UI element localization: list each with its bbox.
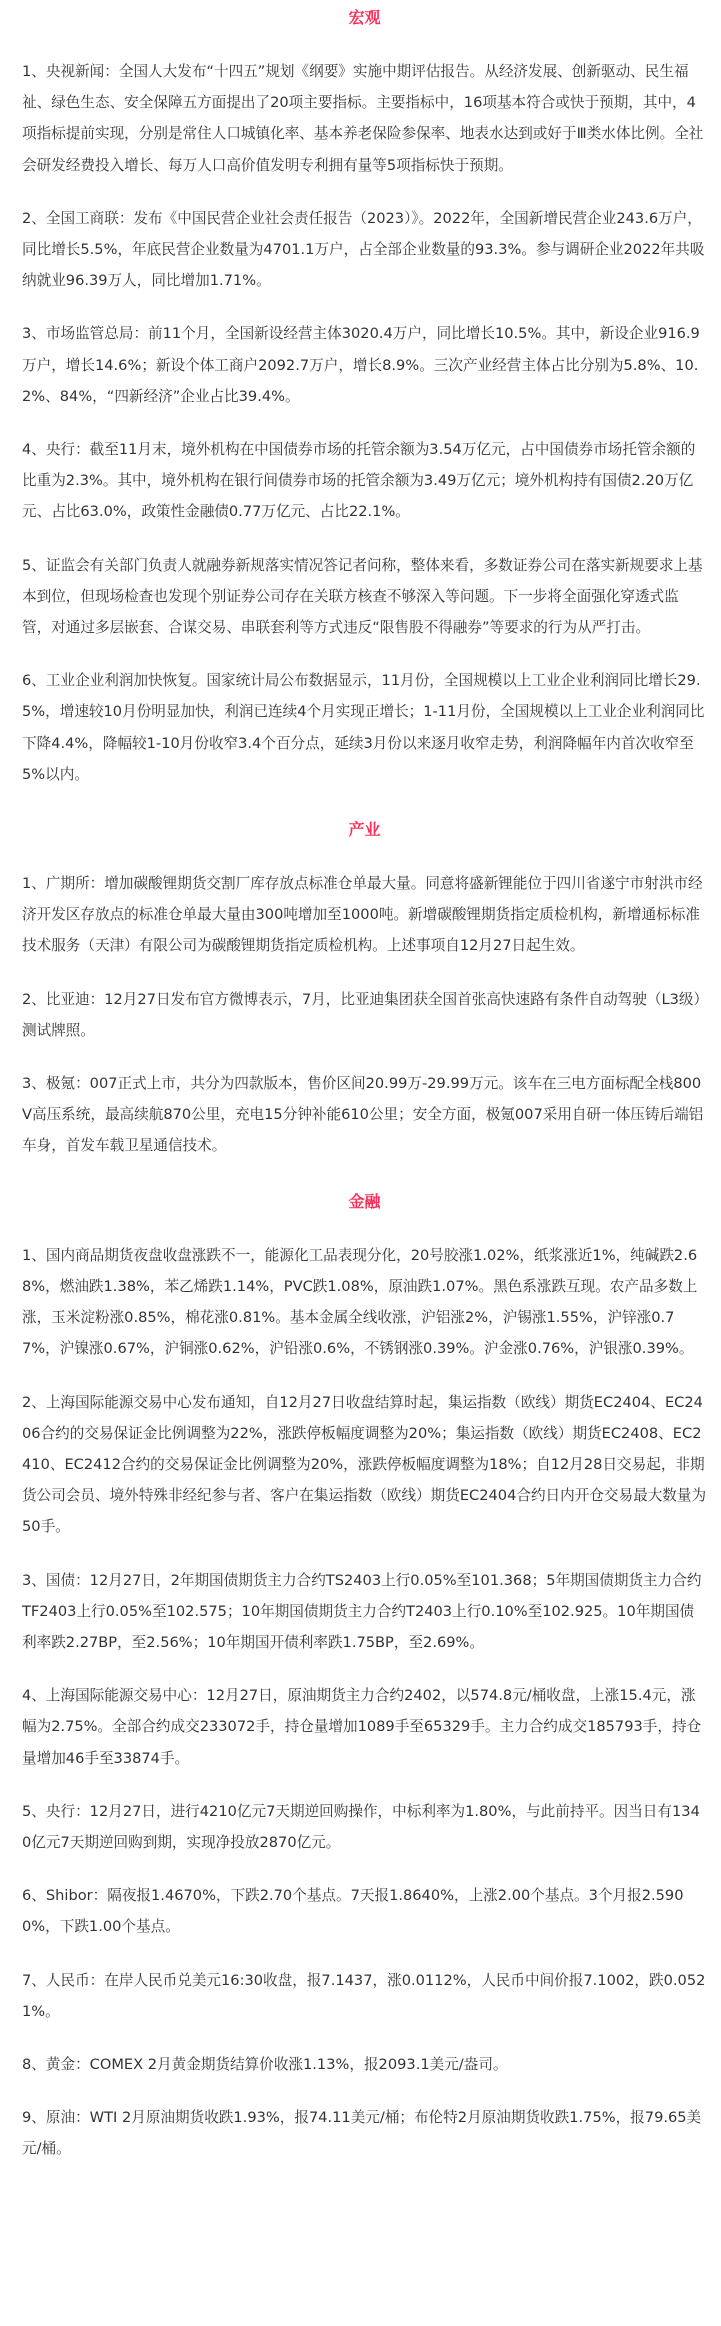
news-item: 3、国债：12月27日，2年期国债期货主力合约TS2403上行0.05%至101.368；5年期国债期货主力合约TF2403上行0.05%至102.575；10年期国债期货主力合约T2403上行0.10%至102.925。10年期国债利率跌2.27BP，至2.56%；10年期国开债利率跌1.75BP，至2.69%。	[22, 1571, 702, 1651]
news-item: 2、比亚迪：12月27日发布官方微博表示，7月，比亚迪集团获全国首张高快速路有条件自动驾驶（L3级）测试牌照。	[22, 990, 701, 1039]
news-item: 5、证监会有关部门负责人就融券新规落实情况答记者问称，整体来看，多数证券公司在落实新规要求上基本到位，但现场检查也发现个别证券公司存在关联方核查不够深入等问题。下一步将全面强化穿透式监管，对通过多层嵌套、合谋交易、串联套利等方式违反“限售股不得融券”等要求的行为从严打击。	[22, 556, 703, 637]
news-item: 1、国内商品期货夜盘收盘涨跌不一，能源化工品表现分化，20号胶涨1.02%，纸浆涨近1%，纯碱跌2.68%，燃油跌1.38%，苯乙烯跌1.14%，PVC跌1.08%，原油跌1.07%。黑色系涨跌互现。农产品多数上涨，玉米淀粉涨0.85%，棉花涨0.81%。基本金属全线收涨，沪铝涨2%，沪锡涨1.55%，沪锌涨0.77%，沪镍涨0.67%，沪铜涨0.62%，沪铅涨0.6%，不锈钢涨0.39%。沪金涨0.76%，沪银涨0.39%。	[22, 1246, 698, 1358]
news-item: 8、黄金：COMEX 2月黄金期货结算价收涨1.13%，报2093.1美元/盎司。	[22, 2055, 508, 2073]
section-macro	[22, 0, 707, 790]
section-title-finance: 金融	[348, 1191, 381, 1211]
news-item: 3、市场监管总局：前11个月，全国新设经营主体3020.4万户，同比增长10.5%。其中，新设企业916.9万户，增长14.6%；新设个体工商户2092.7万户，增长8.9%。三次产业经营主体占比分别为5.8%、10.2%、84%，“四新经济”企业占比39.4%。	[22, 325, 700, 405]
section-title-industry: 产业	[348, 820, 381, 840]
section-finance	[22, 1184, 707, 2165]
news-item: 2、上海国际能源交易中心发布通知，自12月27日收盘结算时起，集运指数（欧线）期货EC2404、EC2406合约的交易保证金比例调整为22%，涨跌停板幅度调整为20%；集运指数（欧线）期货EC2408、EC2410、EC2412合约的交易保证金比例调整为20%，涨跌停板幅度调整为18%；自12月28日交易起，非期货公司会员、境外特殊非经纪参与者、客户在集运指数（欧线）期货EC2404合约日内开仓交易最大数量为50手。	[22, 1393, 707, 1536]
news-item: 5、央行：12月27日，进行4210亿元7天期逆回购操作，中标利率为1.80%，与此前持平。因当日有1340亿元7天期逆回购到期，实现净投放2870亿元。	[22, 1802, 700, 1851]
section-title-macro: 宏观	[348, 8, 381, 27]
news-item: 4、央行：截至11月末，境外机构在中国债券市场的托管余额为3.54万亿元，占中国债券市场托管余额的比重为2.3%。其中，境外机构在银行间债券市场的托管余额为3.49万亿元；境外机构持有国债2.20万亿元、占比63.0%，政策性金融债0.77万亿元、占比22.1%。	[22, 441, 696, 521]
news-item: 1、广期所：增加碳酸锂期货交割厂库存放点标准仓单最大量。同意将盛新锂能位于四川省遂宁市射洪市经济开发区存放点的标准仓单最大量由300吨增加至1000吨。新增碳酸锂期货指定质检机构，新增通标标准技术服务（天津）有限公司为碳酸锂期货指定质检机构。上述事项自12月27日起生效。	[22, 875, 703, 955]
news-item: 9、原油：WTI 2月原油期货收跌1.93%，报74.11美元/桶；布伦特2月原油期货收跌1.75%，报79.65美元/桶。	[22, 2109, 702, 2158]
news-item: 2、全国工商联：发布《中国民营企业社会责任报告（2023）》。2022年，全国新增民营企业243.6万户，同比增长5.5%，年底民营企业数量为4701.1万户，占全部企业数量的93.3%。参与调研企业2022年共吸纳就业96.39万人，同比增加1.71%。	[22, 209, 705, 290]
news-item: 7、人民币：在岸人民币兑美元16:30收盘，报7.1437，涨0.0112%，人民币中间价报7.1002，跌0.0521%。	[22, 1971, 706, 2020]
news-item: 4、上海国际能源交易中心：12月27日，原油期货主力合约2402，以574.8元/桶收盘，上涨15.4元，涨幅为2.75%。全部合约成交233072手，持仓量增加1089手至65329手。主力合约成交185793手，持仓量增加46手至33874手。	[22, 1687, 702, 1767]
news-item: 3、极氪：007正式上市，共分为四款版本，售价区间20.99万-29.99万元。该车在三电方面标配全栈800V高压系统，最高续航870公里，充电15分钟补能610公里；安全方面，极氪007采用自研一体压铸后端铝车身，首发车载卫星通信技术。	[22, 1075, 704, 1155]
news-item: 1、央视新闻：全国人大发布“十四五”规划《纲要》实施中期评估报告。从经济发展、创新驱动、民生福祉、绿色生态、安全保障五方面提出了20项主要指标。主要指标中，16项基本符合或快于预期，其中，4项指标提前实现，分别是常住人口城镇化率、基本养老保险参保率、地表水达到或好于Ⅲ类水体比例。全社会研发经费投入增长、每万人口高价值发明专利拥有量等5项指标快于预期。	[22, 63, 704, 174]
section-industry	[22, 812, 707, 1162]
news-item: 6、工业企业利润加快恢复。国家统计局公布数据显示，11月份，全国规模以上工业企业利润同比增长29.5%，增速较10月份明显加快，利润已连续4个月实现正增长；1-11月份，全国规模以上工业企业利润同比下降4.4%，降幅较1-10月份收窄3.4个百分点，延续3月份以来逐月收窄走势，利润降幅年内首次收窄至5%以内。	[22, 672, 705, 783]
news-item: 6、Shibor：隔夜报1.4670%，下跌2.70个基点。7天报1.8640%，上涨2.00个基点。3个月报2.5900%，下跌1.00个基点。	[22, 1887, 684, 1936]
